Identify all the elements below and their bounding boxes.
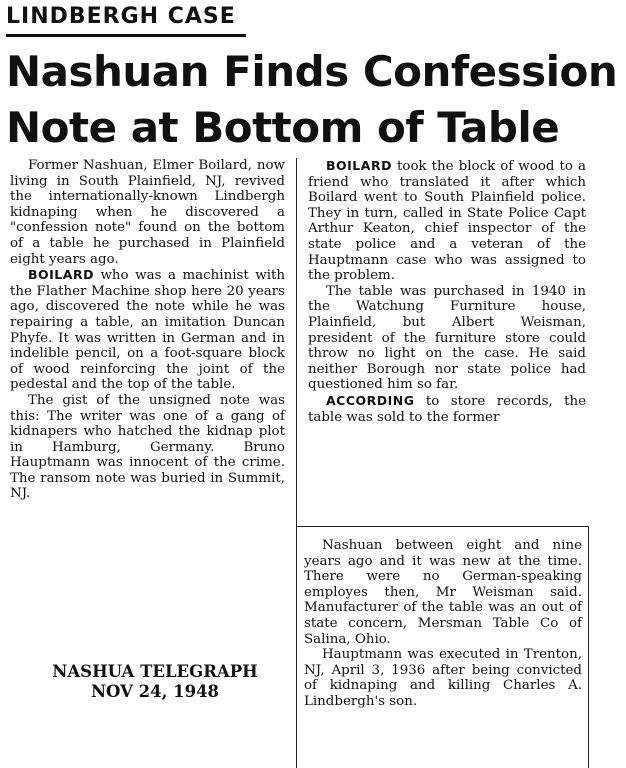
paragraph-1: Former Nashuan, Elmer Boilard, now living in South Plainfield, NJ, revived the internationally-known Lindbergh kidnaping when he discovered a "confession note" found on the bottom of a table he purchased in Plainfield eight years ago. [10,158,285,267]
paragraph-5: The table was purchased in 1940 in the Watchung Furniture house, Plainfield, but Albert Weisman, president of the furniture store could throw no light on the case. He said neither Borough nor state police had questioned him so far. [308,283,586,393]
paragraph-7: Nashuan between eight and nine years ago and it was new at the time. There were no German-speaking employes then, Mr Weisman said. Manufacturer of the table was an out of state concern, Mersman Table Co of Salina, Ohio. [304,538,582,647]
article-column-1 [10,158,285,502]
paragraph-2: BOILARD who was a machinist with the Flather Machine shop here 20 years ago, discovered the note while he was repairing a table, an imitation Duncan Phyfe. It was written in German and in indelible pencil, on a foot-square block of wood reinforcing the joint of the pedestal and the top of the table. [10,267,285,393]
source-paper: NASHUA TELEGRAPH [52,662,258,681]
headline [6,44,621,156]
paragraph-4: BOILARD took the block of wood to a friend who translated it after which Boilard went to South Plainfield police. They in turn, called in State Police Capt Arthur Keaton, chief inspector of the state police and a veteran of the Hauptmann case who was assigned to the problem. [308,158,586,284]
lead-in: BOILARD [28,267,94,283]
paragraph-8: Hauptmann was executed in Trenton, NJ, April 3, 1936 after being convicted of kidnaping and killing Charles A. Lindbergh's son. [304,647,582,709]
article-column-2 [308,158,586,425]
paragraph-6: ACCORDING to store records, the table was sold to the former [308,392,586,425]
paragraph-3: The gist of the unsigned note was this: The writer was one of a gang of kidnapers who hatched the kidnap plot in Hamburg, Germany. Bruno Hauptmann was innocent of the crime. The ransom note was buried in Summit, NJ. [10,392,285,502]
column-edge [588,526,589,768]
section-kicker: LINDBERGH CASE [6,4,236,29]
column-divider [296,158,297,768]
lead-in: BOILARD [326,158,392,173]
article-column-3 [304,538,582,710]
lead-in: ACCORDING [326,392,415,408]
headline-line-1: Nashuan Finds Confession [6,47,618,96]
source-date: NOV 24, 1948 [90,682,220,701]
headline-line-2: Note at Bottom of Table [6,103,560,152]
column-separator [296,526,588,527]
source-credit [40,662,270,702]
kicker-underline [6,34,246,37]
